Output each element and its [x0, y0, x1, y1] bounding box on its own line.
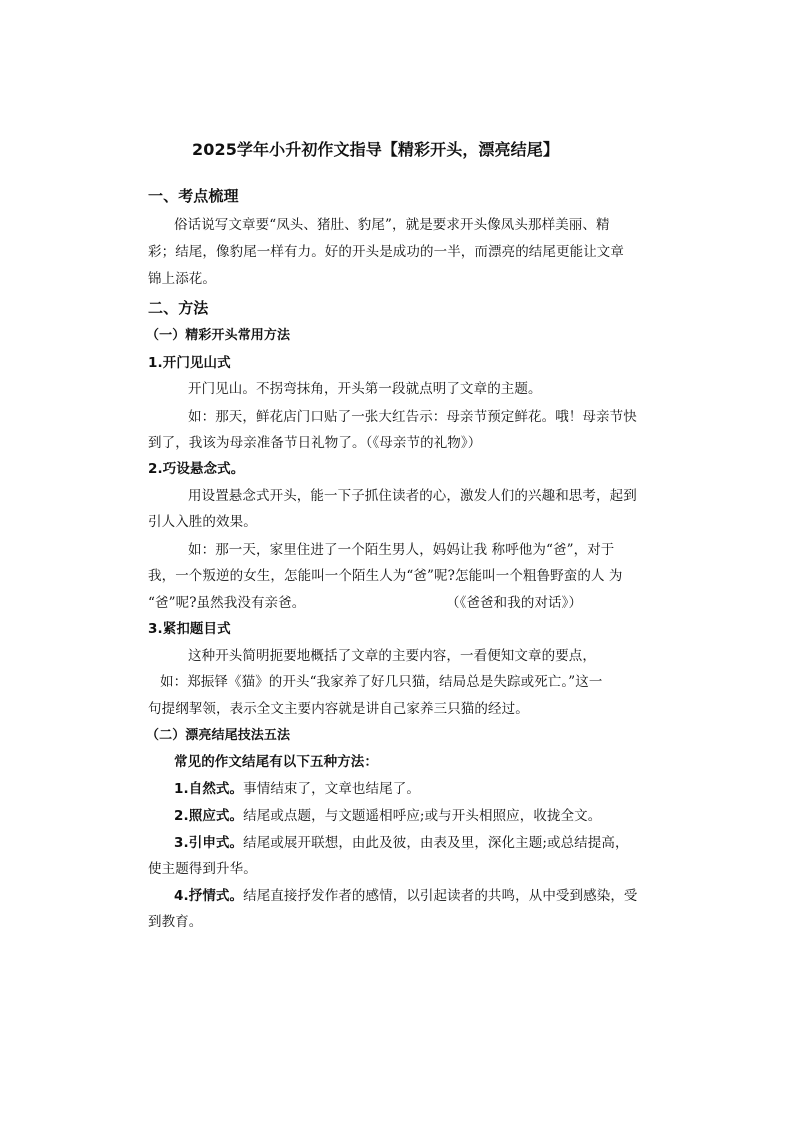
section1-para-line-3: 锦上添花。	[148, 271, 216, 287]
ending-item-1	[174, 780, 420, 798]
ending-item-1-label: 1.自然式。	[174, 781, 244, 797]
method1-desc: 开门见山。不拐弯抹角，开头第一段就点明了文章的主题。	[188, 381, 542, 397]
ending-item-4-text-line-1: 结尾直接抒发作者的感情，以引起读者的共鸣，从中受到感染，受	[243, 888, 638, 904]
section2-heading: 二、方法	[148, 299, 209, 317]
ending-item-2-label: 2.照应式。	[174, 808, 244, 824]
method2-desc-line-1: 用设置悬念式开头，能一下子抓住读者的心，激发人们的兴趣和思考，起到	[188, 488, 637, 504]
method2-title: 2.巧设悬念式。	[148, 461, 245, 477]
method2-example-line-2: 我，一个叛逆的女生，怎能叫一个陌生人为“爸”呢?怎能叫一个粗鲁野蛮的人 为	[148, 568, 623, 584]
method1-example-line-2: 到了，我该为母亲准备节日礼物了。（《母亲节的礼物》）	[148, 435, 482, 451]
method1-example-line-1: 如：那天，鲜花店门口贴了一张大红告示：母亲节预定鲜花。哦！母亲节快	[188, 409, 637, 425]
subsection2-heading: （二）漂亮结尾技法五法	[146, 728, 291, 743]
subsection2-intro: 常见的作文结尾有以下五种方法：	[174, 754, 378, 770]
ending-item-3-text-line-1: 结尾或展开联想，由此及彼，由表及里，深化主题;或总结提高，	[243, 835, 629, 851]
method2-example-source: （《爸爸和我的对话》）	[446, 595, 583, 611]
ending-item-4-label: 4.抒情式。	[174, 888, 244, 904]
section1-heading: 一、考点梳理	[148, 187, 239, 205]
section1-para-line-1: 俗话说写文章要“凤头、猪肚、豹尾”，就是要求开头像凤头那样美丽、精	[174, 217, 610, 233]
ending-item-2-text: 结尾或点题，与文题遥相呼应;或与开头相照应，收拢全文。	[243, 808, 602, 824]
method2-desc-line-2: 引人入胜的效果。	[148, 514, 257, 530]
ending-item-4	[174, 887, 638, 905]
ending-item-2	[174, 807, 601, 825]
method3-example-line-1: 如：郑振铎《猫》的开头“我家养了好几只猫，结局总是失踪或死亡。”这一	[160, 674, 603, 690]
method1-title: 1.开门见山式	[148, 355, 231, 371]
subsection1-heading: （一）精彩开头常用方法	[146, 328, 291, 343]
ending-item-3-label: 3.引申式。	[174, 835, 244, 851]
ending-item-1-text: 事情结束了，文章也结尾了。	[243, 781, 420, 797]
section1-para-line-2: 彩；结尾，像豹尾一样有力。好的开头是成功的一半，而漂亮的结尾更能让文章	[148, 244, 624, 260]
ending-item-4-text-line-2: 到教育。	[148, 914, 203, 930]
ending-item-3	[174, 834, 629, 852]
method3-desc: 这种开头简明扼要地概括了文章的主要内容，一看便知文章的要点，	[188, 648, 596, 664]
method2-example-line-1: 如：那一天，家里住进了一个陌生男人，妈妈让我 称呼他为“爸”，对于	[188, 542, 615, 558]
ending-item-3-text-line-2: 使主题得到升华。	[148, 861, 257, 877]
method3-title: 3.紧扣题目式	[148, 621, 231, 637]
method3-example-line-2: 句提纲挈领，表示全文主要内容就是讲自己家养三只猫的经过。	[148, 701, 529, 717]
document-title: 2025学年小升初作文指导【精彩开头，漂亮结尾】	[192, 140, 559, 159]
method2-example-line-3: “爸”呢?虽然我没有亲爸。	[148, 595, 306, 611]
